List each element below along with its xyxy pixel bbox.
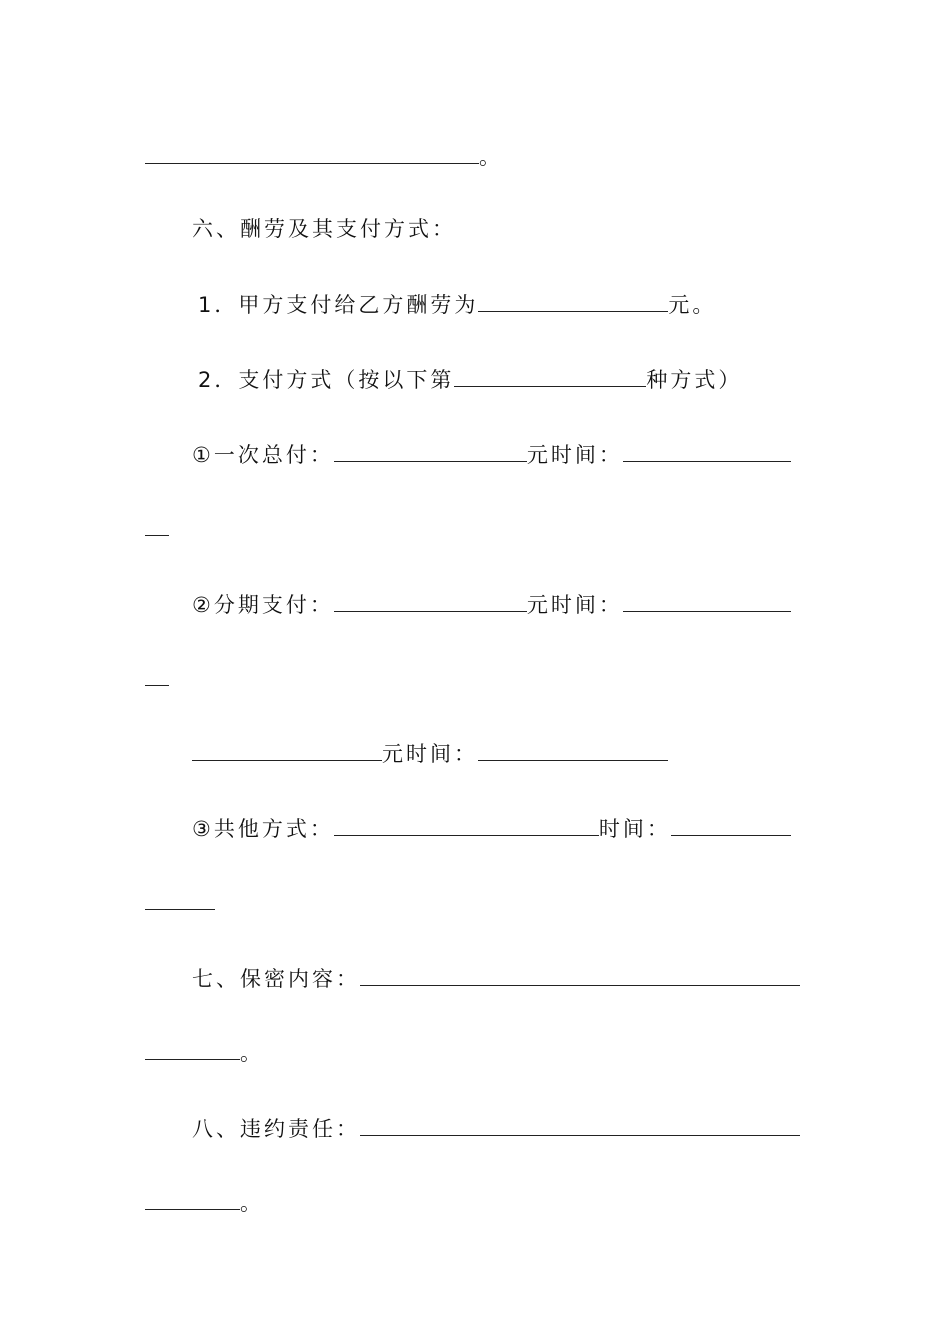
item1-line — [198, 286, 716, 316]
section8-label: 八、违约责任： — [192, 1117, 360, 1141]
item2-suffix: 种方式） — [646, 368, 743, 392]
breach-liability-field[interactable] — [360, 1135, 800, 1136]
payment-amount-field[interactable] — [478, 311, 668, 312]
option3-continuation — [145, 884, 215, 914]
item1-suffix: 元。 — [668, 293, 717, 317]
section8-line — [192, 1110, 800, 1140]
option1-continuation — [145, 510, 169, 540]
section8-continuation — [145, 1184, 264, 1214]
option3-label: ③共他方式： — [192, 817, 334, 841]
section6-heading — [192, 210, 456, 240]
item2-prefix: 2．支付方式（按以下第 — [198, 368, 455, 392]
option2-continuation — [145, 660, 169, 690]
installment-time-field-cont[interactable] — [145, 685, 169, 686]
option1-time-label: 元时间： — [526, 443, 623, 467]
section7-continuation — [145, 1034, 264, 1064]
other-time-field[interactable] — [671, 835, 791, 836]
lump-sum-amount-field[interactable] — [334, 461, 527, 462]
payment-method-field[interactable] — [454, 386, 646, 387]
installment2-line — [192, 735, 668, 765]
installment2-amount-field[interactable] — [192, 760, 382, 761]
period-mark: 。 — [479, 145, 503, 169]
section7-line — [192, 960, 800, 990]
section7-label: 七、保密内容： — [192, 967, 360, 991]
confidential-content-field[interactable] — [360, 985, 800, 986]
period-mark: 。 — [240, 1041, 264, 1065]
lump-sum-time-field-cont[interactable] — [145, 535, 169, 536]
option2-label: ②分期支付： — [192, 593, 334, 617]
confidential-content-field-cont[interactable] — [145, 1059, 240, 1060]
option2-time-label: 元时间： — [526, 593, 623, 617]
blank-field[interactable] — [145, 163, 479, 164]
option2-line — [192, 586, 791, 616]
period-mark: 。 — [240, 1191, 264, 1215]
section6-heading-text: 六、酬劳及其支付方式： — [192, 217, 456, 241]
option3-line — [192, 810, 791, 840]
item2-line — [198, 361, 742, 391]
option1-line — [192, 436, 791, 466]
other-method-field[interactable] — [334, 835, 599, 836]
breach-liability-field-cont[interactable] — [145, 1209, 240, 1210]
installment2-time-label: 元时间： — [382, 742, 478, 766]
installment-time-field[interactable] — [623, 611, 791, 612]
option1-label: ①一次总付： — [192, 443, 334, 467]
item1-prefix: 1．甲方支付给乙方酬劳为 — [198, 293, 479, 317]
installment-amount-field[interactable] — [334, 611, 527, 612]
installment2-time-field[interactable] — [478, 760, 668, 761]
option3-time-label: 时间： — [598, 817, 671, 841]
lump-sum-time-field[interactable] — [623, 461, 791, 462]
carryover-line — [145, 138, 503, 168]
other-time-field-cont[interactable] — [145, 909, 215, 910]
